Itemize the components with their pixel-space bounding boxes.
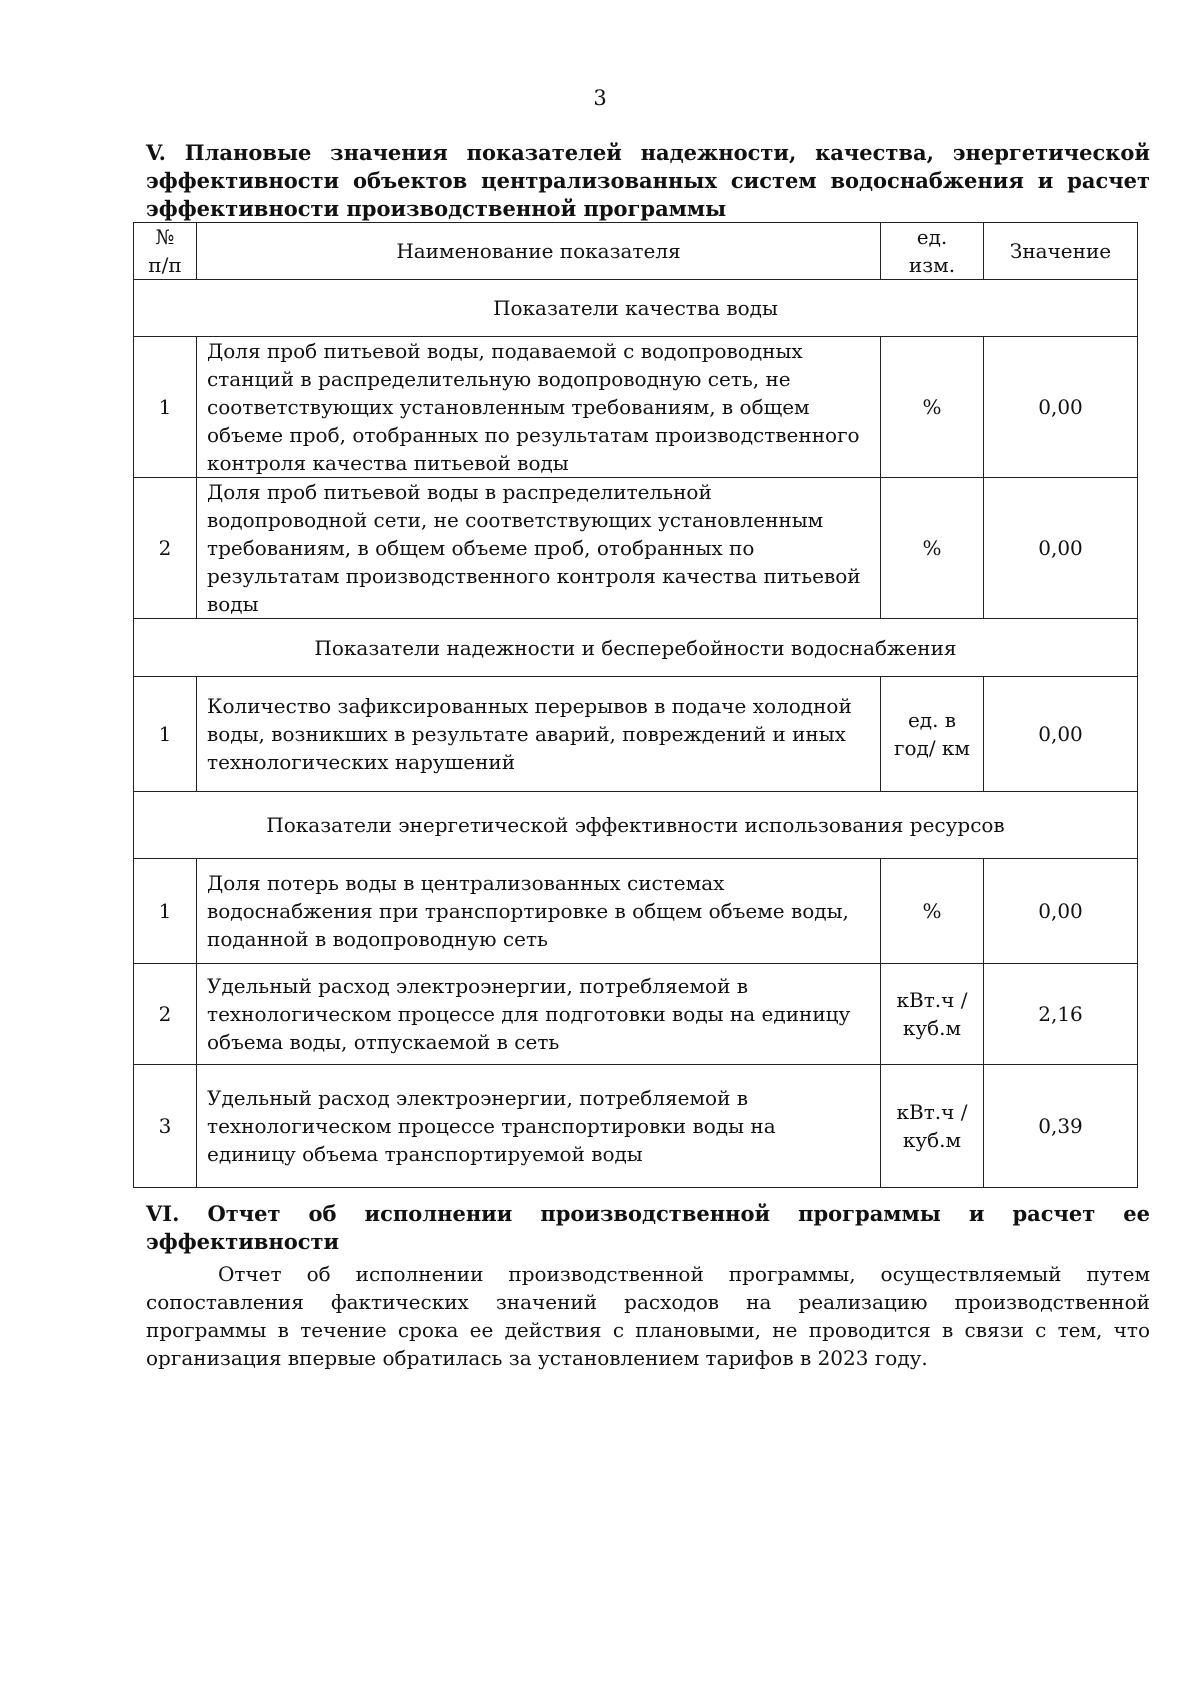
section-5-title: V. Плановые значения показателей надежности, качества, энергетической эффективности объектов централизованных систем водоснабжения и расчет эффективности производственной программы <box>146 140 1150 221</box>
row-name: Доля потерь воды в централизованных системах водоснабжения при транспортировке в общем объеме воды, поданной в водопроводную сеть <box>197 859 881 964</box>
group-row-quality <box>134 280 1138 337</box>
group-row-energy <box>134 792 1138 859</box>
row-name: Удельный расход электроэнергии, потребляемой в технологическом процессе для подготовки воды на единицу объема воды, отпускаемой в сеть <box>197 964 881 1065</box>
table-row <box>134 677 1138 792</box>
header-name: Наименование показателя <box>197 223 881 280</box>
table-row <box>134 478 1138 619</box>
header-num: № п/п <box>134 223 197 280</box>
row-name: Доля проб питьевой воды в распределительной водопроводной сети, не соответствующих установленным требованиям, в общем объеме проб, отобранных по результатам производственного контроля качества питьевой воды <box>197 478 881 619</box>
table-row <box>134 964 1138 1065</box>
table-row <box>134 1065 1138 1188</box>
group-title: Показатели качества воды <box>134 280 1138 337</box>
group-title: Показатели энергетической эффективности использования ресурсов <box>134 792 1138 859</box>
table-header-row <box>134 223 1138 280</box>
report-paragraph: Отчет об исполнении производственной программы, осуществляемый путем сопоставления фактических значений расходов на реализацию производственной программы в течение срока ее действия с плановыми, не проводится в связи с тем, что организация впервые обратилась за установлением тарифов в 2023 году. <box>146 1262 1150 1370</box>
row-name: Доля проб питьевой воды, подаваемой с водопроводных станций в распределительную водопроводную сеть, не соответствующих установленным требованиям, в общем объеме проб, отобранных по результатам производственного контроля качества питьевой воды <box>197 337 881 478</box>
row-unit: кВт.ч / куб.м <box>881 964 984 1065</box>
page-number: 3 <box>593 86 607 110</box>
row-name: Количество зафиксированных перерывов в подаче холодной воды, возникших в результате аварий, повреждений и иных технологических нарушений <box>197 677 881 792</box>
row-unit: кВт.ч / куб.м <box>881 1065 984 1188</box>
group-title: Показатели надежности и бесперебойности водоснабжения <box>134 619 1138 677</box>
section-6-title: VI. Отчет об исполнении производственной программы и расчет ее эффективности <box>146 1201 1150 1254</box>
group-row-reliability <box>134 619 1138 677</box>
row-num: 2 <box>134 478 197 619</box>
row-value: 0,00 <box>984 859 1138 964</box>
header-value: Значение <box>984 223 1138 280</box>
row-num: 1 <box>134 677 197 792</box>
indicators-table <box>133 222 1138 1188</box>
row-num: 3 <box>134 1065 197 1188</box>
row-num: 1 <box>134 337 197 478</box>
table-row <box>134 337 1138 478</box>
table-row <box>134 859 1138 964</box>
row-num: 2 <box>134 964 197 1065</box>
row-unit: % <box>881 859 984 964</box>
row-value: 0,00 <box>984 677 1138 792</box>
row-name: Удельный расход электроэнергии, потребляемой в технологическом процессе транспортировки воды на единицу объема транспортируемой воды <box>197 1065 881 1188</box>
row-unit: % <box>881 478 984 619</box>
row-value: 2,16 <box>984 964 1138 1065</box>
row-unit: % <box>881 337 984 478</box>
row-value: 0,00 <box>984 478 1138 619</box>
row-unit: ед. в год/ км <box>881 677 984 792</box>
row-value: 0,39 <box>984 1065 1138 1188</box>
header-unit: ед. изм. <box>881 223 984 280</box>
row-value: 0,00 <box>984 337 1138 478</box>
row-num: 1 <box>134 859 197 964</box>
